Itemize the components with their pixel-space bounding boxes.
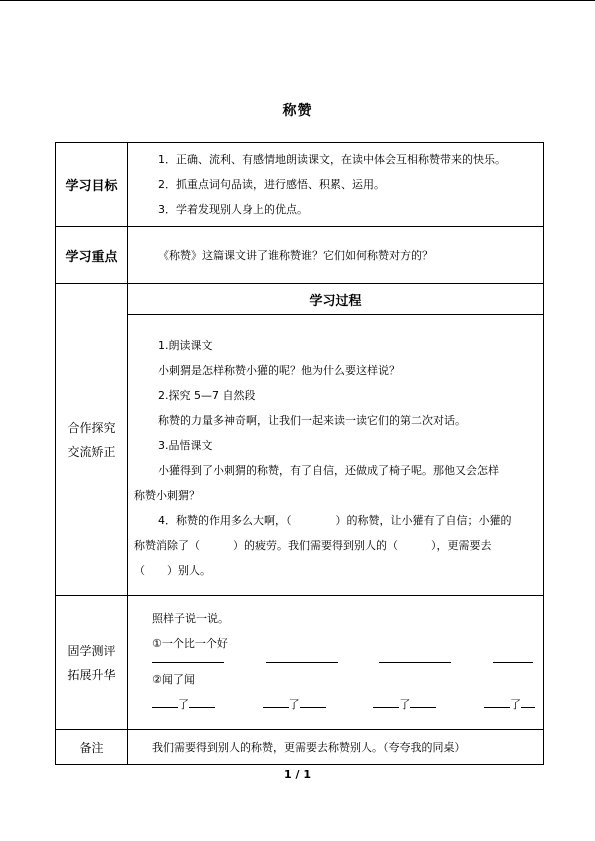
fill-pattern bbox=[373, 692, 436, 717]
answer-blank[interactable] bbox=[152, 695, 178, 708]
goals-row bbox=[56, 143, 544, 227]
extension-instruction: 照样子说一说。 bbox=[152, 612, 229, 625]
process-line: 小獾得到了小刺猬的称赞，有了自信，还做成了椅子呢。那他又会怎样 bbox=[158, 464, 499, 477]
extension-label-line: 固学测评 bbox=[67, 643, 116, 658]
goals-content bbox=[128, 143, 544, 227]
fill-word: 了 bbox=[509, 698, 521, 711]
goal-item: 3．学着发现别人身上的优点。 bbox=[158, 203, 308, 216]
process-line: 称赞小刺猬？ bbox=[134, 489, 200, 502]
fill-blank-line: 4．称赞的作用多么大啊，（ ）的称赞，让小獾有了自信；小獾的 bbox=[158, 514, 512, 527]
answer-blank[interactable] bbox=[521, 695, 535, 708]
extension-item: ②闻了闻 bbox=[152, 673, 195, 686]
extension-row bbox=[56, 596, 544, 730]
top-rule bbox=[0, 0, 595, 1]
fill-word: 了 bbox=[178, 698, 189, 711]
goal-item: 1．正确、流利、有感情地朗读课文，在读中体会互相称赞带来的快乐。 bbox=[158, 153, 506, 166]
process-line: 小刺猬是怎样称赞小獾的呢？他为什么要这样说？ bbox=[158, 364, 400, 377]
page-number: 1 / 1 bbox=[284, 768, 311, 781]
extension-label bbox=[56, 596, 128, 730]
focus-row bbox=[56, 227, 544, 284]
answer-blank[interactable] bbox=[484, 695, 510, 708]
fill-pattern bbox=[263, 692, 326, 717]
process-label-line: 合作探究 bbox=[67, 420, 116, 435]
notes-row bbox=[56, 730, 544, 765]
process-line: 称赞的力量多神奇啊，让我们一起来读一读它们的第二次对话。 bbox=[158, 414, 466, 427]
process-header: 学习过程 bbox=[128, 284, 544, 315]
process-line: 1.朗读课文 bbox=[158, 339, 213, 352]
notes-label: 备注 bbox=[56, 730, 128, 765]
notes-text: 我们需要得到别人的称赞，更需要去称赞别人。（夸夸我的同桌） bbox=[128, 730, 544, 765]
fill-word: 了 bbox=[399, 698, 411, 711]
answer-blank[interactable] bbox=[379, 662, 451, 663]
process-row bbox=[56, 315, 544, 596]
process-content bbox=[128, 315, 544, 596]
fill-pattern bbox=[152, 692, 215, 717]
answer-blank[interactable] bbox=[493, 662, 533, 663]
answer-blank[interactable] bbox=[266, 662, 338, 663]
focus-text: 《称赞》这篇课文讲了谁称赞谁？它们如何称赞对方的？ bbox=[128, 227, 544, 284]
answer-lines bbox=[152, 662, 537, 663]
answer-blank[interactable] bbox=[373, 695, 399, 708]
fill-blank-line: （ ）别人。 bbox=[134, 564, 211, 577]
answer-blank[interactable] bbox=[300, 695, 326, 708]
answer-blank[interactable] bbox=[410, 695, 436, 708]
process-line: 2.探究 5—7 自然段 bbox=[158, 389, 256, 402]
answer-blank[interactable] bbox=[189, 695, 215, 708]
page-title: 称赞 bbox=[282, 103, 313, 119]
process-label bbox=[56, 284, 128, 596]
process-header-row bbox=[56, 284, 544, 315]
process-label-line: 交流矫正 bbox=[67, 444, 116, 459]
answer-blank[interactable] bbox=[263, 695, 289, 708]
answer-blank[interactable] bbox=[152, 662, 224, 663]
fill-blank-line: 称赞消除了（ ）的疲劳。我们需要得到别人的（ ），更需要去 bbox=[134, 539, 492, 552]
fill-word: 了 bbox=[288, 698, 300, 711]
goal-item: 2．抓重点词句品读，进行感悟、积累、运用。 bbox=[158, 178, 385, 191]
extension-item: ①一个比一个好 bbox=[152, 637, 228, 650]
lesson-plan-table bbox=[55, 142, 544, 765]
focus-label: 学习重点 bbox=[56, 227, 128, 284]
extension-content bbox=[128, 596, 544, 730]
fill-pattern-row bbox=[152, 692, 537, 717]
fill-pattern bbox=[484, 692, 535, 717]
goals-label: 学习目标 bbox=[56, 143, 128, 227]
process-line: 3.品悟课文 bbox=[158, 439, 213, 452]
extension-label-line: 拓展升华 bbox=[67, 667, 116, 682]
